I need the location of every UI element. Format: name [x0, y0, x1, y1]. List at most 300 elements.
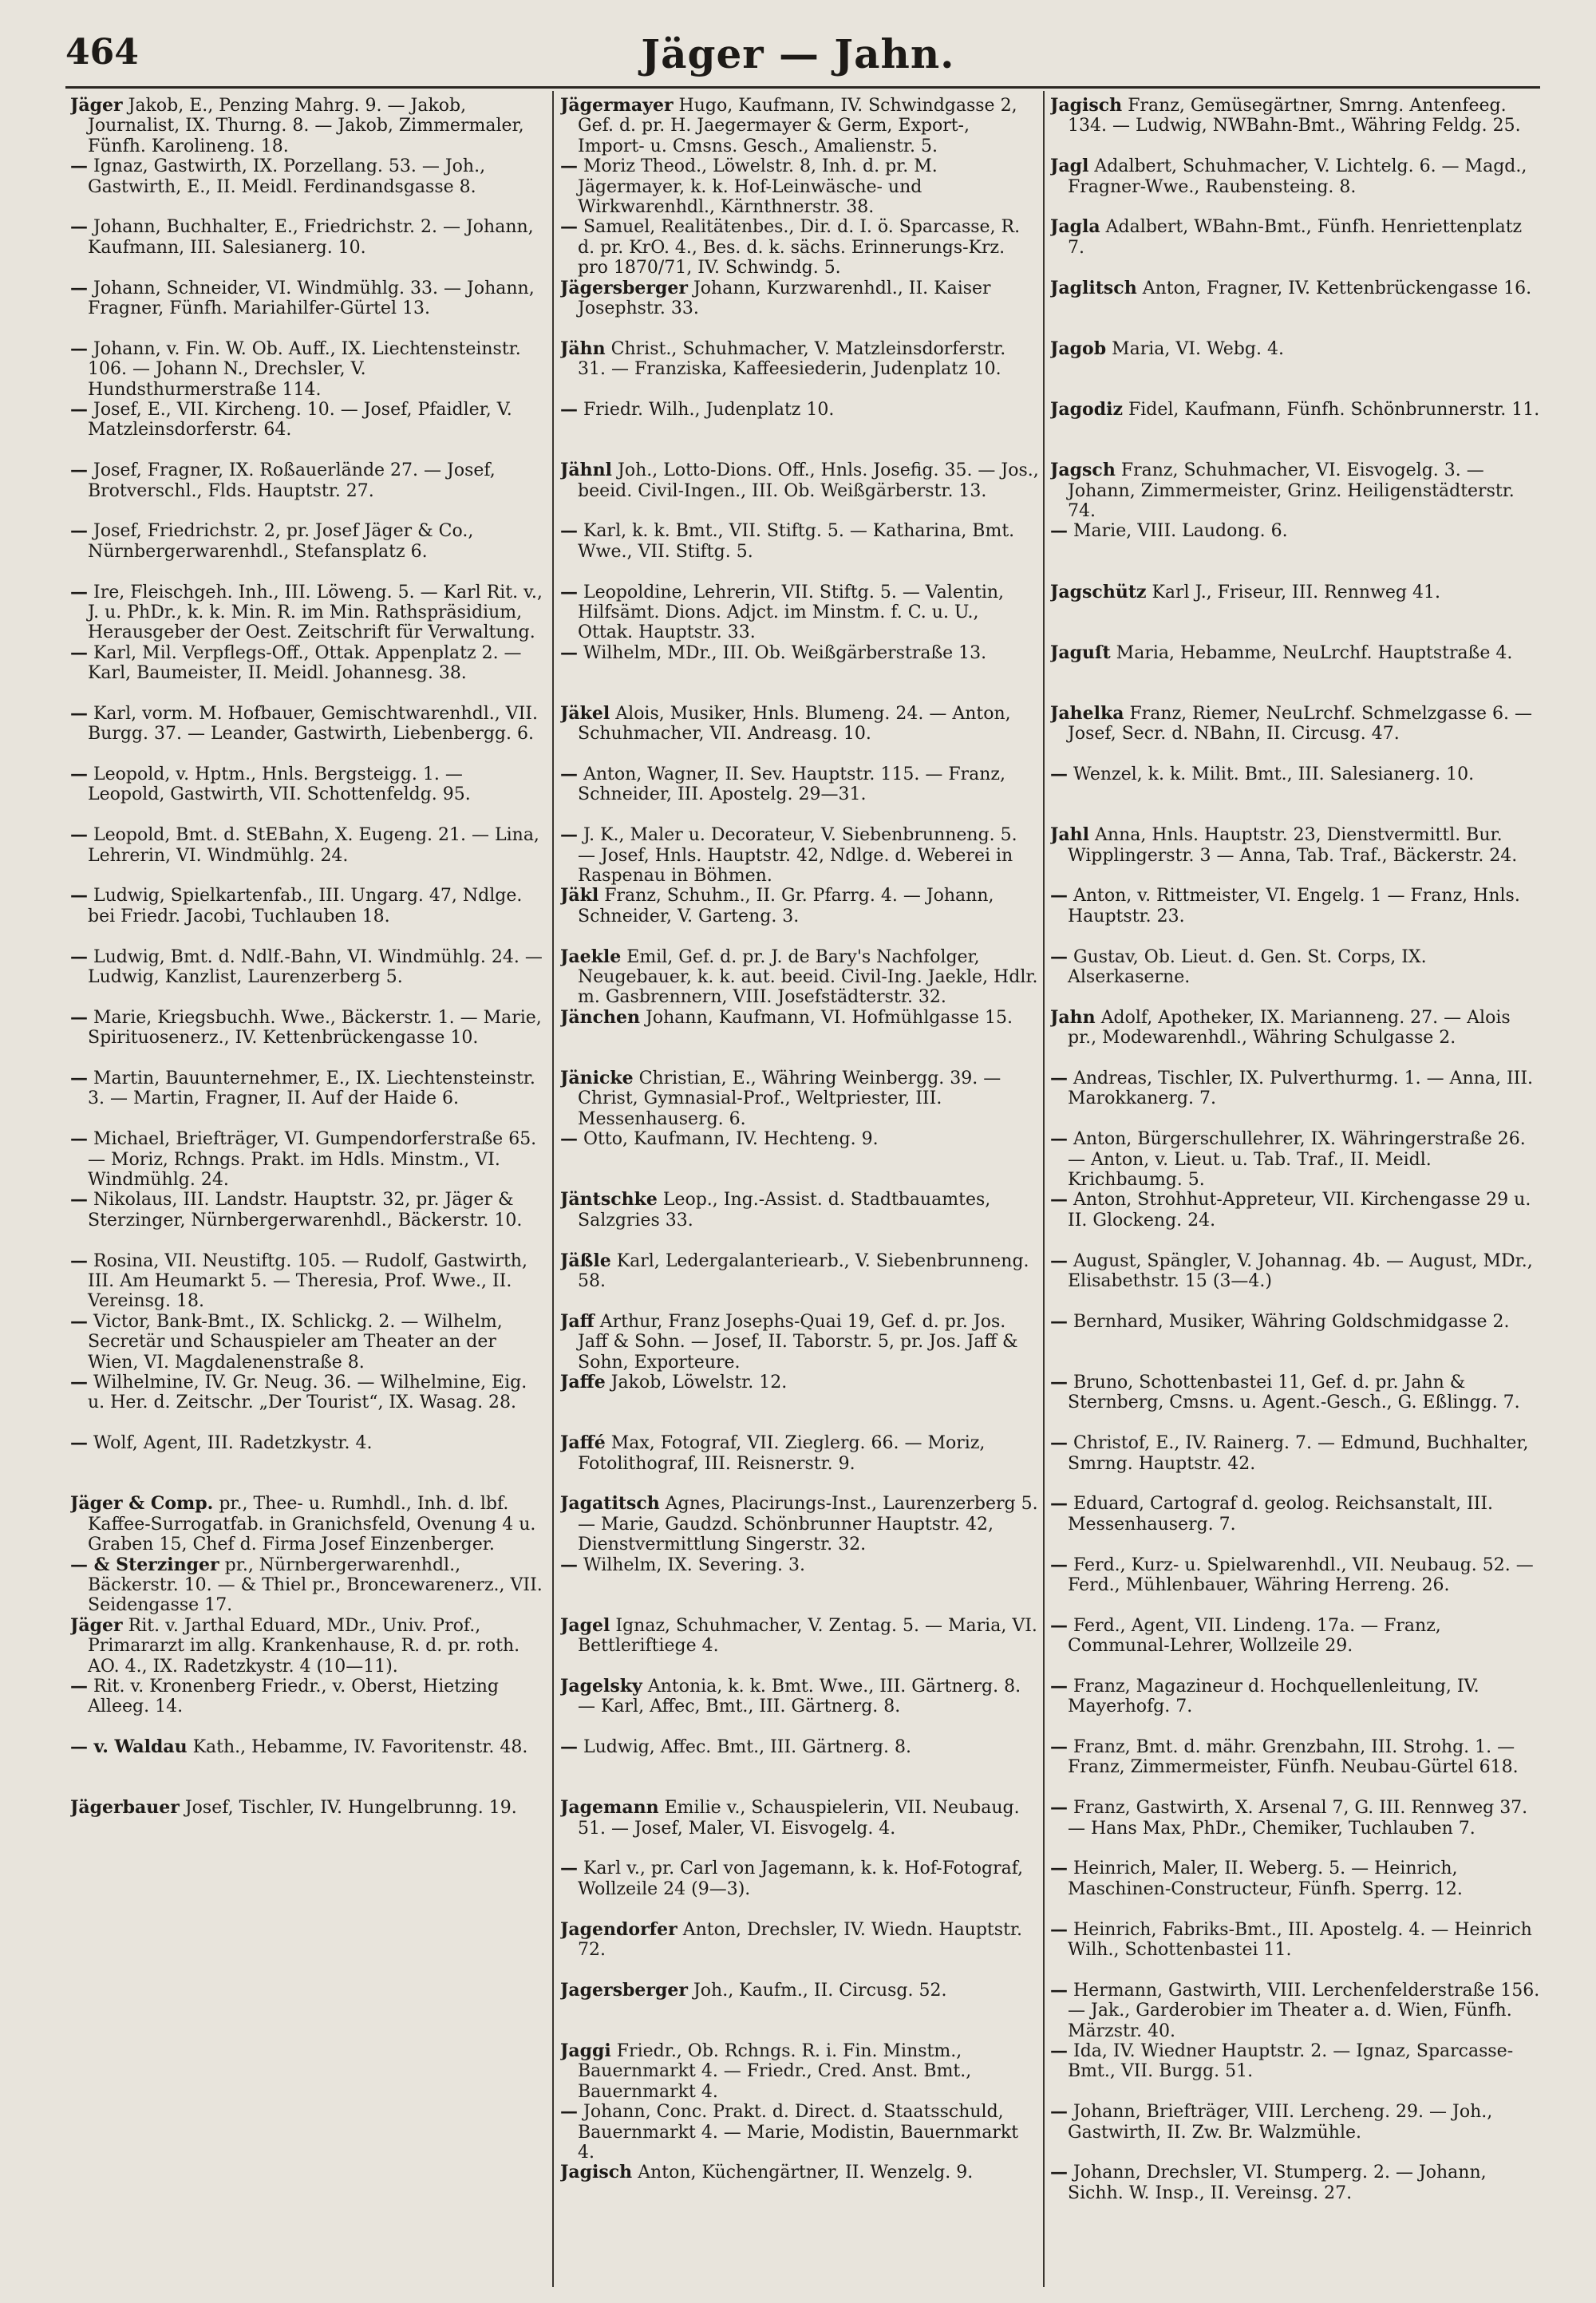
entry-text: Adalbert, WBahn-Bmt., Fünfh. Henriettenplatz 7. — [1068, 217, 1523, 258]
directory-entry — [560, 1312, 1039, 1373]
entry-text: Johann, Kaufmann, VI. Hofmühlgasse 15. — [646, 1007, 1013, 1028]
entry-text: Friedr. Wilh., Judenplatz 10. — [583, 399, 835, 420]
directory-entry — [1050, 886, 1542, 946]
entry-name: Jaffe — [560, 1372, 606, 1392]
entry-text: Wolf, Agent, III. Radetzkystr. 4. — [93, 1433, 373, 1454]
directory-entry — [70, 156, 544, 217]
entry-text: Anton, v. Rittmeister, VI. Engelg. 1 — Franz, Hnls. Hauptstr. 23. — [1068, 886, 1520, 926]
entry-name: — — [70, 399, 88, 420]
entry-name: — — [560, 217, 578, 238]
entry-name: — — [560, 1129, 578, 1150]
directory-entry — [560, 886, 1039, 946]
directory-entry — [70, 1008, 544, 1069]
entry-name: Jäger & Comp. — [70, 1494, 214, 1515]
directory-entry — [1050, 643, 1542, 704]
directory-entry — [1050, 1555, 1542, 1616]
entry-text: Bernhard, Musiker, Währing Goldschmidgasse 2. — [1073, 1311, 1510, 1332]
entry-text: Anton, Strohhut-Appreteur, VII. Kirchengasse 29 u. II. Glockeng. 24. — [1068, 1190, 1531, 1231]
directory-entry — [70, 1494, 544, 1554]
entry-name: — — [1050, 1676, 1068, 1697]
entry-name: Jagisch — [560, 2163, 633, 2183]
entry-text: Anton, Drechsler, IV. Wiedn. Hauptstr. 72. — [578, 1919, 1023, 1961]
directory-entry — [560, 1251, 1039, 1312]
entry-text: Jakob, Löwelstr. 12. — [610, 1372, 788, 1392]
directory-entry — [70, 764, 544, 825]
entry-text: Jakob, E., Penzing Mahrg. 9. — Jakob, Journalist, IX. Thurng. 8. — Jakob, Zimmermaler, Fünfh. Karolineng. 18. — [88, 96, 524, 156]
entry-name: — & Sterzinger — [70, 1554, 219, 1575]
entry-name: Jänchen — [560, 1007, 641, 1028]
entry-text: Anna, Hnls. Hauptstr. 23, Dienstvermittl. Bur. Wipplingerstr. 3 — Anna, Tab. Traf., Bäckerstr. 24. — [1068, 825, 1518, 866]
entry-text: Adalbert, Schuhmacher, V. Lichtelg. 6. — Magd., Fragner-Wwe., Raubensteing. 8. — [1068, 156, 1527, 197]
entry-name: — — [1050, 2163, 1068, 2183]
entry-name: Jäger — [70, 96, 123, 116]
directory-entry — [70, 1069, 544, 1129]
directory-entry — [560, 1190, 1039, 1250]
directory-entry — [1050, 583, 1542, 643]
entry-name: — — [70, 1007, 88, 1028]
directory-entry — [1050, 1737, 1542, 1798]
entry-name: Jähnl — [560, 460, 613, 481]
page-number: 464 — [65, 32, 139, 73]
entry-name: Jänicke — [560, 1069, 634, 1088]
entry-name: — — [70, 703, 88, 724]
entry-text: Ida, IV. Wiedner Hauptstr. 2. — Ignaz, Sparcasse-Bmt., VII. Burgg. 51. — [1068, 2041, 1514, 2082]
entry-name: — — [1050, 1372, 1068, 1392]
directory-entry — [1050, 1798, 1542, 1859]
directory-entry — [1050, 1373, 1542, 1433]
entry-name: — — [70, 764, 88, 785]
entry-name: — — [1050, 1129, 1068, 1150]
entry-name: — — [1050, 2102, 1068, 2123]
directory-entry — [70, 521, 544, 582]
entry-text: Eduard, Cartograf d. geolog. Reichsanstalt, III. Messenhauserg. 7. — [1068, 1494, 1494, 1535]
entry-text: Johann, v. Fin. W. Ob. Auff., IX. Liechtensteinstr. 106. — Johann N., Drechsler, V. Hundsthurmerstraße 114. — [88, 338, 521, 400]
entry-name: — — [70, 217, 88, 238]
entry-text: Karl v., pr. Carl von Jagemann, k. k. Hof-Fotograf, Wollzeile 24 (9—3). — [578, 1859, 1024, 1899]
entry-name: — — [1050, 1798, 1068, 1819]
entry-text: Karl, Mil. Verpflegs-Off., Ottak. Appenplatz 2. — Karl, Baumeister, II. Meidl. Johannesg. 38. — [88, 642, 522, 684]
entry-text: Bruno, Schottenbastei 11, Gef. d. pr. Jahn & Sternberg, Cmsns. u. Agent.-Gesch., G. Eßlingg. 7. — [1068, 1372, 1520, 1413]
directory-entry — [560, 278, 1039, 339]
entry-text: Franz, Gemüsegärtner, Smrng. Antenfeeg. 134. — Ludwig, NWBahn-Bmt., Währing Feldg. 25. — [1068, 96, 1521, 136]
directory-entry — [70, 1555, 544, 1616]
entry-text: Leop., Ing.-Assist. d. Stadtbauamtes, Salzgries 33. — [578, 1190, 991, 1231]
entry-text: Christian, E., Währing Weinbergg. 39. — Christ, Gymnasial-Prof., Weltpriester, III. Messenhauserg. 6. — [578, 1069, 1001, 1129]
entry-text: Ferd., Kurz- u. Spielwarenhdl., VII. Neubaug. 52. — Ferd., Mühlenbauer, Währing Herreng. 26. — [1068, 1554, 1534, 1595]
entry-text: Franz, Schuhm., II. Gr. Pfarrg. 4. — Johann, Schneider, V. Garteng. 3. — [578, 886, 994, 926]
directory-entry — [70, 1737, 544, 1798]
entry-text: Otto, Kaufmann, IV. Hechteng. 9. — [583, 1129, 879, 1150]
directory-entry — [1050, 1616, 1542, 1677]
directory-entry — [70, 1190, 544, 1250]
entry-name: Jaggi — [560, 2041, 611, 2061]
entry-name: Jahn — [1050, 1007, 1096, 1028]
directory-entry — [1050, 1981, 1542, 2041]
directory-entry — [1050, 2041, 1542, 2102]
entry-text: Leopold, Bmt. d. StEBahn, X. Eugeng. 21. — Lina, Lehrerin, VI. Windmühlg. 24. — [88, 825, 539, 866]
directory-entry — [70, 1251, 544, 1312]
entry-name: — — [70, 1129, 88, 1150]
entry-name: Jaguſt — [1050, 642, 1111, 663]
entry-text: Karl, k. k. Bmt., VII. Stiftg. 5. — Katharina, Bmt. Wwe., VII. Stiftg. 5. — [578, 521, 1015, 562]
entry-text: Karl, Ledergalanteriearb., V. Siebenbrunneng. 58. — [578, 1250, 1029, 1291]
directory-entry — [560, 825, 1039, 886]
directory-entry — [70, 400, 544, 460]
entry-name: — — [70, 1433, 88, 1454]
entry-name: — — [1050, 1980, 1068, 2001]
entry-name: Jagendorfer — [560, 1919, 678, 1940]
entry-text: Friedr., Ob. Rchngs. R. i. Fin. Minstm., Bauernmarkt 4. — Friedr., Cred. Anst. Bmt., Bauernmarkt 4. — [578, 2041, 972, 2102]
entry-name: — — [1050, 1433, 1068, 1454]
entry-text: Karl J., Friseur, III. Rennweg 41. — [1152, 582, 1440, 602]
directory-entry — [560, 947, 1039, 1008]
entry-name: — — [560, 1859, 578, 1879]
entry-text: Josef, E., VII. Kircheng. 10. — Josef, Pfaidler, V. Matzleinsdorferstr. 64. — [88, 399, 512, 440]
directory-entry — [70, 583, 544, 643]
directory-entry — [560, 1494, 1039, 1554]
directory-entry — [1050, 1920, 1542, 1981]
directory-entry — [560, 583, 1039, 643]
entry-name: — — [1050, 521, 1068, 542]
directory-entry — [560, 521, 1039, 582]
directory-entry — [1050, 2102, 1542, 2163]
directory-entry — [1050, 764, 1542, 825]
entry-name: Jägersberger — [560, 278, 688, 298]
directory-entry — [560, 1129, 1039, 1190]
entry-text: Andreas, Tischler, IX. Pulverthurmg. 1. — Anna, III. Marokkanerg. 7. — [1068, 1069, 1534, 1109]
entry-text: Martin, Bauunternehmer, E., IX. Liechtensteinstr. 3. — Martin, Fragner, II. Auf der Haide 6. — [88, 1069, 535, 1109]
entry-name: Jäger — [70, 1615, 123, 1636]
entry-name: — — [1050, 1250, 1068, 1271]
directory-entry — [1050, 278, 1542, 339]
entry-text: Nikolaus, III. Landstr. Hauptstr. 32, pr. Jäger & Sterzinger, Nürnbergerwarenhdl., Bäckerstr. 10. — [88, 1190, 523, 1231]
entry-text: Franz, Bmt. d. mähr. Grenzbahn, III. Strohg. 1. — Franz, Zimmermeister, Fünfh. Neubau-Gürtel 618. — [1068, 1737, 1519, 1778]
entry-text: Wilhelmine, IV. Gr. Neug. 36. — Wilhelmine, Eig. u. Her. d. Zeitschr. „Der Tourist“, IX. Wasag. 28. — [88, 1372, 527, 1413]
entry-text: Ignaz, Schuhmacher, V. Zentag. 5. — Maria, VI. Bettleriftiege 4. — [578, 1615, 1037, 1657]
directory-entry — [70, 947, 544, 1008]
directory-entry — [1050, 1859, 1542, 1919]
entry-name: — — [560, 764, 578, 785]
entry-text: Johann, Briefträger, VIII. Lercheng. 29. — Joh., Gastwirth, II. Zw. Br. Walzmühle. — [1068, 2102, 1493, 2143]
entry-text: Alois, Musiker, Hnls. Blumeng. 24. — Anton, Schuhmacher, VII. Andreasg. 10. — [578, 703, 1011, 745]
directory-entry — [1050, 156, 1542, 217]
directory-entry — [1050, 96, 1542, 156]
entry-text: Moriz Theod., Löwelstr. 8, Inh. d. pr. M. Jägermayer, k. k. Hof-Leinwäsche- und Wirkwarenhdl., Kärnthnerstr. 38. — [578, 156, 938, 217]
entry-text: Heinrich, Fabriks-Bmt., III. Apostelg. 4. — Heinrich Wilh., Schottenbastei 11. — [1068, 1919, 1532, 1961]
entry-text: Josef, Tischler, IV. Hungelbrunng. 19. — [184, 1798, 517, 1819]
entry-name: Jaglitsch — [1050, 278, 1137, 298]
entry-name: — — [1050, 1069, 1068, 1088]
directory-entry — [1050, 1190, 1542, 1250]
entry-text: Johann, Kurzwarenhdl., II. Kaiser Josephstr. 33. — [578, 278, 991, 318]
column-divider — [1043, 91, 1045, 2287]
directory-entry — [1050, 704, 1542, 764]
directory-entry — [1050, 521, 1542, 582]
entry-text: Joh., Lotto-Dions. Off., Hnls. Josefig. 35. — Jos., beeid. Civil-Ingen., III. Ob. Weißgärberstr. 13. — [578, 460, 1039, 501]
entry-name: — — [1050, 1190, 1068, 1211]
entry-text: Franz, Riemer, NeuLrchf. Schmelzgasse 6. — Josef, Secr. d. NBahn, II. Circusg. 47. — [1068, 703, 1532, 745]
directory-entry — [70, 1129, 544, 1190]
entry-name: — — [560, 642, 578, 663]
directory-entry — [1050, 460, 1542, 521]
column-2 — [560, 91, 1039, 2224]
entry-text: August, Spängler, V. Johannag. 4b. — August, MDr., Elisabethstr. 15 (3—4.) — [1068, 1250, 1533, 1291]
directory-entry — [70, 217, 544, 278]
entry-name: Jahelka — [1050, 703, 1124, 724]
running-head: Jäger — Jahn. — [641, 30, 955, 77]
entry-name: Jagob — [1050, 338, 1107, 359]
directory-entry — [70, 1677, 544, 1737]
entry-text: Franz, Magazineur d. Hochquellenleitung, IV. Mayerhofg. 7. — [1068, 1676, 1479, 1717]
directory-entry — [560, 460, 1039, 521]
directory-entry — [560, 339, 1039, 400]
entry-name: Jagatitsch — [560, 1494, 660, 1515]
entry-text: Maria, VI. Webg. 4. — [1112, 338, 1284, 359]
header-rule — [65, 86, 1540, 89]
entry-text: J. K., Maler u. Decorateur, V. Siebenbrunneng. 5. — Josef, Hnls. Hauptstr. 42, Ndlge. d. Weberei in Raspenau in Böhmen. — [578, 825, 1017, 887]
entry-text: Rosina, VII. Neustiftg. 105. — Rudolf, Gastwirth, III. Am Heumarkt 5. — Theresia, Prof. Wwe., II. Vereinsg. 18. — [88, 1250, 527, 1312]
entry-text: Franz, Gastwirth, X. Arsenal 7, G. III. Rennweg 37. — Hans Max, PhDr., Chemiker, Tuchlauben 7. — [1068, 1798, 1528, 1839]
directory-entry — [560, 1373, 1039, 1433]
entry-text: pr., Nürnbergerwarenhdl., Bäckerstr. 10. — & Thiel pr., Broncewarenerz., VII. Seidengasse 17. — [88, 1554, 543, 1616]
entry-text: Antonia, k. k. Bmt. Wwe., III. Gärtnerg. 8. — Karl, Affec, Bmt., III. Gärtnerg. 8. — [578, 1676, 1021, 1717]
entry-name: Jagschütz — [1050, 582, 1147, 602]
entry-name: — — [1050, 1554, 1068, 1575]
directory-entry — [70, 460, 544, 521]
entry-name: — — [1050, 1615, 1068, 1636]
entry-text: Christ., Schuhmacher, V. Matzleinsdorferstr. 31. — Franziska, Kaffeesiederin, Judenplatz 10. — [578, 338, 1006, 380]
directory-entry — [70, 825, 544, 886]
entry-name: — — [560, 521, 578, 542]
entry-text: Leopold, v. Hptm., Hnls. Bergsteigg. 1. — Leopold, Gastwirth, VII. Schottenfeldg. 95. — [88, 764, 471, 805]
entry-name: — — [70, 460, 88, 481]
directory-entry — [1050, 1129, 1542, 1190]
directory-entry — [1050, 2163, 1542, 2223]
entry-text: Rit. v. Jarthal Eduard, MDr., Univ. Prof., Primararzt im allg. Krankenhause, R. d. pr. roth. AO. 4., IX. Radetzkystr. 4 (10—11). — [88, 1615, 520, 1677]
entry-text: Ludwig, Affec. Bmt., III. Gärtnerg. 8. — [583, 1737, 911, 1758]
entry-name: — — [560, 2102, 578, 2123]
entry-name: — — [1050, 1919, 1068, 1940]
entry-text: Johann, Buchhalter, E., Friedrichstr. 2. — Johann, Kaufmann, III. Salesianerg. 10. — [88, 217, 534, 258]
entry-name: — — [1050, 764, 1068, 785]
entry-name: — — [70, 1250, 88, 1271]
directory-entry — [560, 96, 1039, 156]
entry-name: Jagsch — [1050, 460, 1116, 481]
directory-entry — [560, 400, 1039, 460]
directory-entry — [560, 1677, 1039, 1737]
entry-text: Ludwig, Bmt. d. Ndlf.-Bahn, VI. Windmühlg. 24. — Ludwig, Kanzlist, Laurenzerberg 5. — [88, 946, 543, 988]
entry-name: — — [560, 582, 578, 602]
directory-entry — [560, 2041, 1039, 2102]
entry-text: Johann, Drechsler, VI. Stumperg. 2. — Johann, Sichh. W. Insp., II. Vereinsg. 27. — [1068, 2163, 1487, 2203]
directory-entry — [560, 1069, 1039, 1129]
entry-name: — — [70, 1372, 88, 1392]
entry-name: Jaekle — [560, 946, 622, 967]
entry-text: Max, Fotograf, VII. Zieglerg. 66. — Moriz, Fotolithograf, III. Reisnerstr. 9. — [578, 1433, 986, 1474]
entry-text: Maria, Hebamme, NeuLrchf. Hauptstraße 4. — [1116, 642, 1513, 663]
entry-name: Jaff — [560, 1311, 595, 1332]
entry-name: — — [70, 1311, 88, 1332]
entry-name: — — [1050, 1859, 1068, 1879]
entry-text: Anton, Wagner, II. Sev. Hauptstr. 115. — Franz, Schneider, III. Apostelg. 29—31. — [578, 764, 1005, 805]
entry-text: Franz, Schuhmacher, VI. Eisvogelg. 3. — Johann, Zimmermeister, Grinz. Heiligenstädterstr. 74. — [1068, 460, 1515, 521]
entry-name: Jagemann — [560, 1798, 659, 1819]
entry-name: Jahl — [1050, 825, 1090, 846]
entry-text: Leopoldine, Lehrerin, VII. Stiftg. 5. — Valentin, Hilfsämt. Dions. Adjct. im Minstm. f. C. u. U., Ottak. Hauptstr. 33. — [578, 582, 1005, 643]
entry-text: Arthur, Franz Josephs-Quai 19, Gef. d. pr. Jos. Jaff & Sohn. — Josef, II. Taborstr. 5, pr. Jos. Jaff & Sohn, Exporteure. — [578, 1311, 1018, 1373]
directory-entry — [70, 1616, 544, 1677]
entry-name: Jäßle — [560, 1250, 611, 1271]
directory-entry — [1050, 400, 1542, 460]
directory-entry — [560, 704, 1039, 764]
entry-text: Marie, VIII. Laudong. 6. — [1073, 521, 1288, 542]
directory-entry — [1050, 1312, 1542, 1373]
directory-entry — [1050, 1251, 1542, 1312]
entry-text: Ignaz, Gastwirth, IX. Porzellang. 53. — Joh., Gastwirth, E., II. Meidl. Ferdinandsgasse 8. — [88, 156, 486, 197]
directory-entry — [1050, 1677, 1542, 1737]
entry-text: Agnes, Placirungs-Inst., Laurenzerberg 5. — Marie, Gaudzd. Schönbrunner Hauptstr. 42, Dienstvermittlung Singerstr. 32. — [578, 1494, 1038, 1555]
entry-name: Jagelsky — [560, 1676, 642, 1697]
entry-text: Fidel, Kaufmann, Fünfh. Schönbrunnerstr. 11. — [1128, 399, 1540, 420]
entry-name: — — [560, 825, 578, 846]
entry-name: — — [1050, 2041, 1068, 2061]
entry-text: Johann, Conc. Prakt. d. Direct. d. Staatsschuld, Bauernmarkt 4. — Marie, Modistin, Bauernmarkt 4. — [578, 2102, 1019, 2163]
directory-entry — [1050, 947, 1542, 1008]
entry-name: — — [560, 156, 578, 177]
entry-name: — — [1050, 1737, 1068, 1758]
entry-text: Josef, Friedrichstr. 2, pr. Josef Jäger & Co., Nürnbergerwarenhdl., Stefansplatz 6. — [88, 521, 474, 562]
entry-name: — — [1050, 1311, 1068, 1332]
directory-entry — [70, 643, 544, 704]
entry-text: Wilhelm, MDr., III. Ob. Weißgärberstraße 13. — [583, 642, 987, 663]
entry-text: Johann, Schneider, VI. Windmühlg. 33. — Johann, Fragner, Fünfh. Mariahilfer-Gürtel 13. — [88, 278, 535, 318]
entry-name: Jagisch — [1050, 96, 1123, 116]
entry-name: Jagersberger — [560, 1980, 688, 2001]
entry-name: Jagel — [560, 1615, 610, 1636]
directory-entry — [70, 96, 544, 156]
entry-name: — — [560, 399, 578, 420]
directory-entry — [1050, 1433, 1542, 1494]
directory-entry — [1050, 1008, 1542, 1069]
directory-entry — [70, 339, 544, 400]
entry-name: — — [70, 642, 88, 663]
entry-text: Kath., Hebamme, IV. Favoritenstr. 48. — [192, 1737, 528, 1758]
entry-text: Samuel, Realitätenbes., Dir. d. I. ö. Sparcasse, R. d. pr. KrO. 4., Bes. d. k. sächs. Erinnerungs-Krz. pro 1870/71, IV. Schwindg. 5. — [578, 217, 1021, 278]
directory-entry — [70, 278, 544, 339]
entry-text: Wilhelm, IX. Severing. 3. — [583, 1554, 806, 1575]
entry-text: Christof, E., IV. Rainerg. 7. — Edmund, Buchhalter, Smrng. Hauptstr. 42. — [1068, 1433, 1529, 1474]
entry-name: — — [560, 1554, 578, 1575]
directory-entry — [560, 2102, 1039, 2163]
entry-text: Anton, Küchengärtner, II. Wenzelg. 9. — [638, 2163, 974, 2183]
entry-name: — v. Waldau — [70, 1737, 188, 1758]
directory-entry — [560, 1981, 1039, 2041]
entry-name: Jähn — [560, 338, 606, 359]
entry-name: — — [1050, 946, 1068, 967]
entry-text: Karl, vorm. M. Hofbauer, Gemischtwarenhdl., VII. Burgg. 37. — Leander, Gastwirth, Liebenbergg. 6. — [88, 703, 538, 745]
directory-entry — [560, 1859, 1039, 1919]
entry-text: Heinrich, Maler, II. Weberg. 5. — Heinrich, Maschinen-Constructeur, Fünfh. Sperrg. 12. — [1068, 1859, 1463, 1899]
entry-name: — — [70, 1676, 88, 1697]
entry-text: Josef, Fragner, IX. Roßauerlände 27. — Josef, Brotverschl., Flds. Hauptstr. 27. — [88, 460, 496, 501]
directory-entry — [560, 1737, 1039, 1798]
entry-text: Joh., Kaufm., II. Circusg. 52. — [693, 1980, 947, 2001]
directory-entry — [560, 1433, 1039, 1494]
directory-entry — [560, 1920, 1039, 1981]
column-3 — [1050, 91, 1542, 2224]
entry-text: Wenzel, k. k. Milit. Bmt., III. Salesianerg. 10. — [1073, 764, 1475, 785]
entry-name: Jägerbauer — [70, 1798, 180, 1819]
directory-entry — [560, 1008, 1039, 1069]
directory-entry — [70, 1373, 544, 1433]
entry-name: — — [70, 946, 88, 967]
directory-entry — [70, 1433, 544, 1494]
entry-text: Michael, Briefträger, VI. Gumpendorferstraße 65. — Moriz, Rchngs. Prakt. im Hdls. Minstm., VI. Windmühlg. 24. — [88, 1129, 537, 1190]
entry-text: Anton, Fragner, IV. Kettenbrückengasse 16. — [1142, 278, 1532, 298]
directory-entry — [1050, 825, 1542, 886]
entry-name: Jäkl — [560, 886, 599, 907]
entry-name: — — [560, 1737, 578, 1758]
directory-entry — [560, 2163, 1039, 2223]
column-divider — [552, 91, 554, 2287]
directory-entry — [560, 217, 1039, 278]
entry-name: Jaffé — [560, 1433, 606, 1454]
entry-name: — — [70, 886, 88, 907]
entry-name: — — [70, 338, 88, 359]
directory-entry — [70, 1798, 544, 1859]
entry-name: — — [1050, 886, 1068, 907]
entry-text: Gustav, Ob. Lieut. d. Gen. St. Corps, IX. Alserkaserne. — [1068, 946, 1427, 988]
entry-name: — — [70, 1190, 88, 1211]
entry-text: Hermann, Gastwirth, VIII. Lerchenfelderstraße 156. — Jak., Garderobier im Theater a. d. Wien, Fünfh. Märzstr. 40. — [1068, 1980, 1540, 2041]
entry-name: — — [70, 1069, 88, 1088]
directory-entry — [560, 764, 1039, 825]
directory-entry — [1050, 1494, 1542, 1554]
entry-name: Jagodiz — [1050, 399, 1123, 420]
column-1 — [70, 91, 544, 1859]
entry-text: Anton, Bürgerschullehrer, IX. Währingerstraße 26. — Anton, v. Lieut. u. Tab. Traf., II. Meidl. Krichbaumg. 5. — [1068, 1129, 1526, 1190]
entry-name: — — [70, 582, 88, 602]
entry-text: Adolf, Apotheker, IX. Marianneng. 27. — Alois pr., Modewarenhdl., Währing Schulgasse 2. — [1068, 1007, 1511, 1049]
entry-text: Marie, Kriegsbuchh. Wwe., Bäckerstr. 1. — Marie, Spirituosenerz., IV. Kettenbrückengasse 10. — [88, 1007, 542, 1049]
entry-text: Ire, Fleischgeh. Inh., III. Löweng. 5. — Karl Rit. v., J. u. PhDr., k. k. Min. R. im Min. Rathspräsidium, Herausgeber der Oest. Zeitschrift für Verwaltung. — [88, 582, 543, 643]
directory-entry — [560, 643, 1039, 704]
directory-entry — [560, 156, 1039, 217]
entry-text: Emil, Gef. d. pr. J. de Bary's Nachfolger, Neugebauer, k. k. aut. beeid. Civil-Ing. Jaekle, Hdlr. m. Gasbrennern, VIII. Josefstädterstr. 32. — [578, 946, 1038, 1008]
entry-name: — — [70, 278, 88, 298]
directory-entry — [1050, 339, 1542, 400]
directory-entry — [560, 1616, 1039, 1677]
entry-text: Emilie v., Schauspielerin, VII. Neubaug. 51. — Josef, Maler, VI. Eisvogelg. 4. — [578, 1798, 1020, 1839]
entry-text: Ferd., Agent, VII. Lindeng. 17a. — Franz, Communal-Lehrer, Wollzeile 29. — [1068, 1615, 1441, 1657]
entry-name: — — [1050, 1494, 1068, 1515]
entry-text: pr., Thee- u. Rumhdl., Inh. d. lbf. Kaffee-Surrogatfab. in Granichsfeld, Ovenung 4 u. Graben 15, Chef d. Firma Josef Einzenberger. — [88, 1494, 536, 1555]
entry-name: Jäkel — [560, 703, 610, 724]
entry-text: Ludwig, Spielkartenfab., III. Ungarg. 47, Ndlge. bei Friedr. Jacobi, Tuchlauben 18. — [88, 886, 523, 926]
directory-entry — [560, 1798, 1039, 1859]
directory-entry — [70, 704, 544, 764]
entry-name: — — [70, 521, 88, 542]
entry-name: Jäntschke — [560, 1190, 658, 1211]
directory-entry — [70, 1312, 544, 1373]
entry-name: Jägermayer — [560, 96, 674, 116]
entry-name: — — [70, 825, 88, 846]
entry-text: Victor, Bank-Bmt., IX. Schlickg. 2. — Wilhelm, Secretär und Schauspieler am Theater an der Wien, VI. Magdalenenstraße 8. — [88, 1311, 503, 1373]
entry-name: Jagl — [1050, 156, 1089, 177]
directory-entry — [1050, 1069, 1542, 1129]
directory-entry — [560, 1555, 1039, 1616]
entry-name: Jagla — [1050, 217, 1100, 238]
